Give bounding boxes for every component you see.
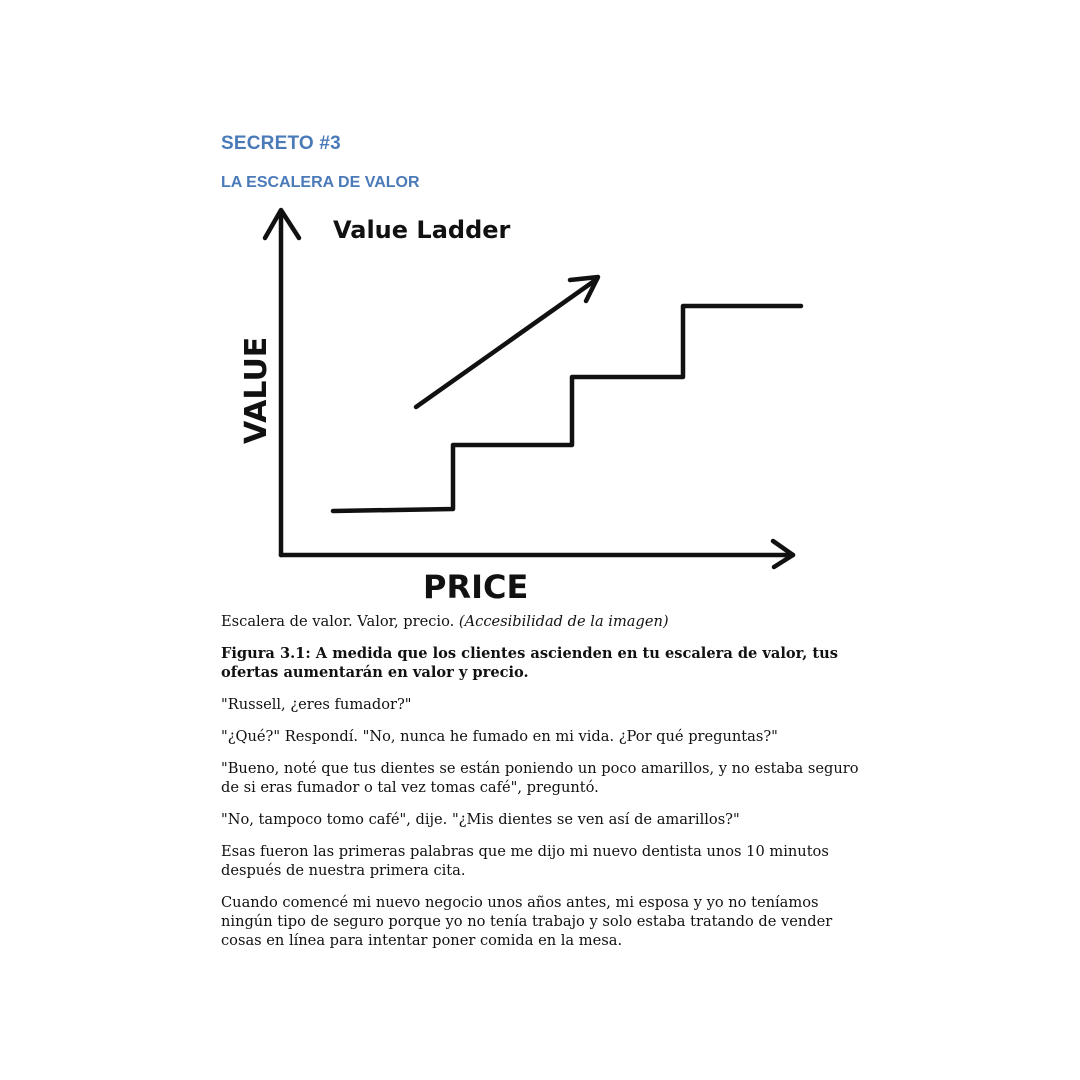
x-axis-label: PRICE — [423, 568, 529, 605]
paragraph: Esas fueron las primeras palabras que me dijo mi nuevo dentista unos 10 minutos después de nuestra primera cita. — [221, 843, 829, 879]
value-ladder-drawing — [221, 200, 821, 605]
paragraph: "¿Qué?" Respondí. "No, nunca he fumado en mi vida. ¿Por qué preguntas?" — [221, 728, 778, 745]
figure-caption: Figura 3.1: A medida que los clientes ascienden en tu escalera de valor, tus ofertas aumentarán en valor y precio. — [221, 645, 838, 681]
paragraph: Cuando comencé mi nuevo negocio unos años antes, mi esposa y yo no teníamos ningún tipo de seguro porque yo no tenía trabajo y solo estaba tratando de vender cosas en línea para intentar poner comida en la mesa. — [221, 894, 833, 949]
y-axis-label: VALUE — [239, 336, 274, 444]
paragraph: "Bueno, noté que tus dientes se están poniendo un poco amarillos, y no estaba seguro de si eras fumador o tal vez tomas café", preguntó. — [221, 760, 859, 796]
accessibility-link[interactable]: (Accesibilidad de la imagen) — [458, 613, 669, 630]
paragraph: "Russell, ¿eres fumador?" — [221, 696, 412, 713]
staircase-line — [333, 306, 801, 511]
secret-heading: SECRETO #3 — [221, 133, 341, 154]
body-text — [221, 612, 861, 963]
figure-title: Value Ladder — [333, 216, 511, 244]
value-ladder-figure — [221, 200, 821, 605]
alt-description: Escalera de valor. Valor, precio. — [221, 613, 455, 630]
section-heading: LA ESCALERA DE VALOR — [221, 174, 420, 191]
paragraph: "No, tampoco tomo café", dije. "¿Mis dientes se ven así de amarillos?" — [221, 811, 740, 828]
image-alt-text — [221, 612, 861, 631]
